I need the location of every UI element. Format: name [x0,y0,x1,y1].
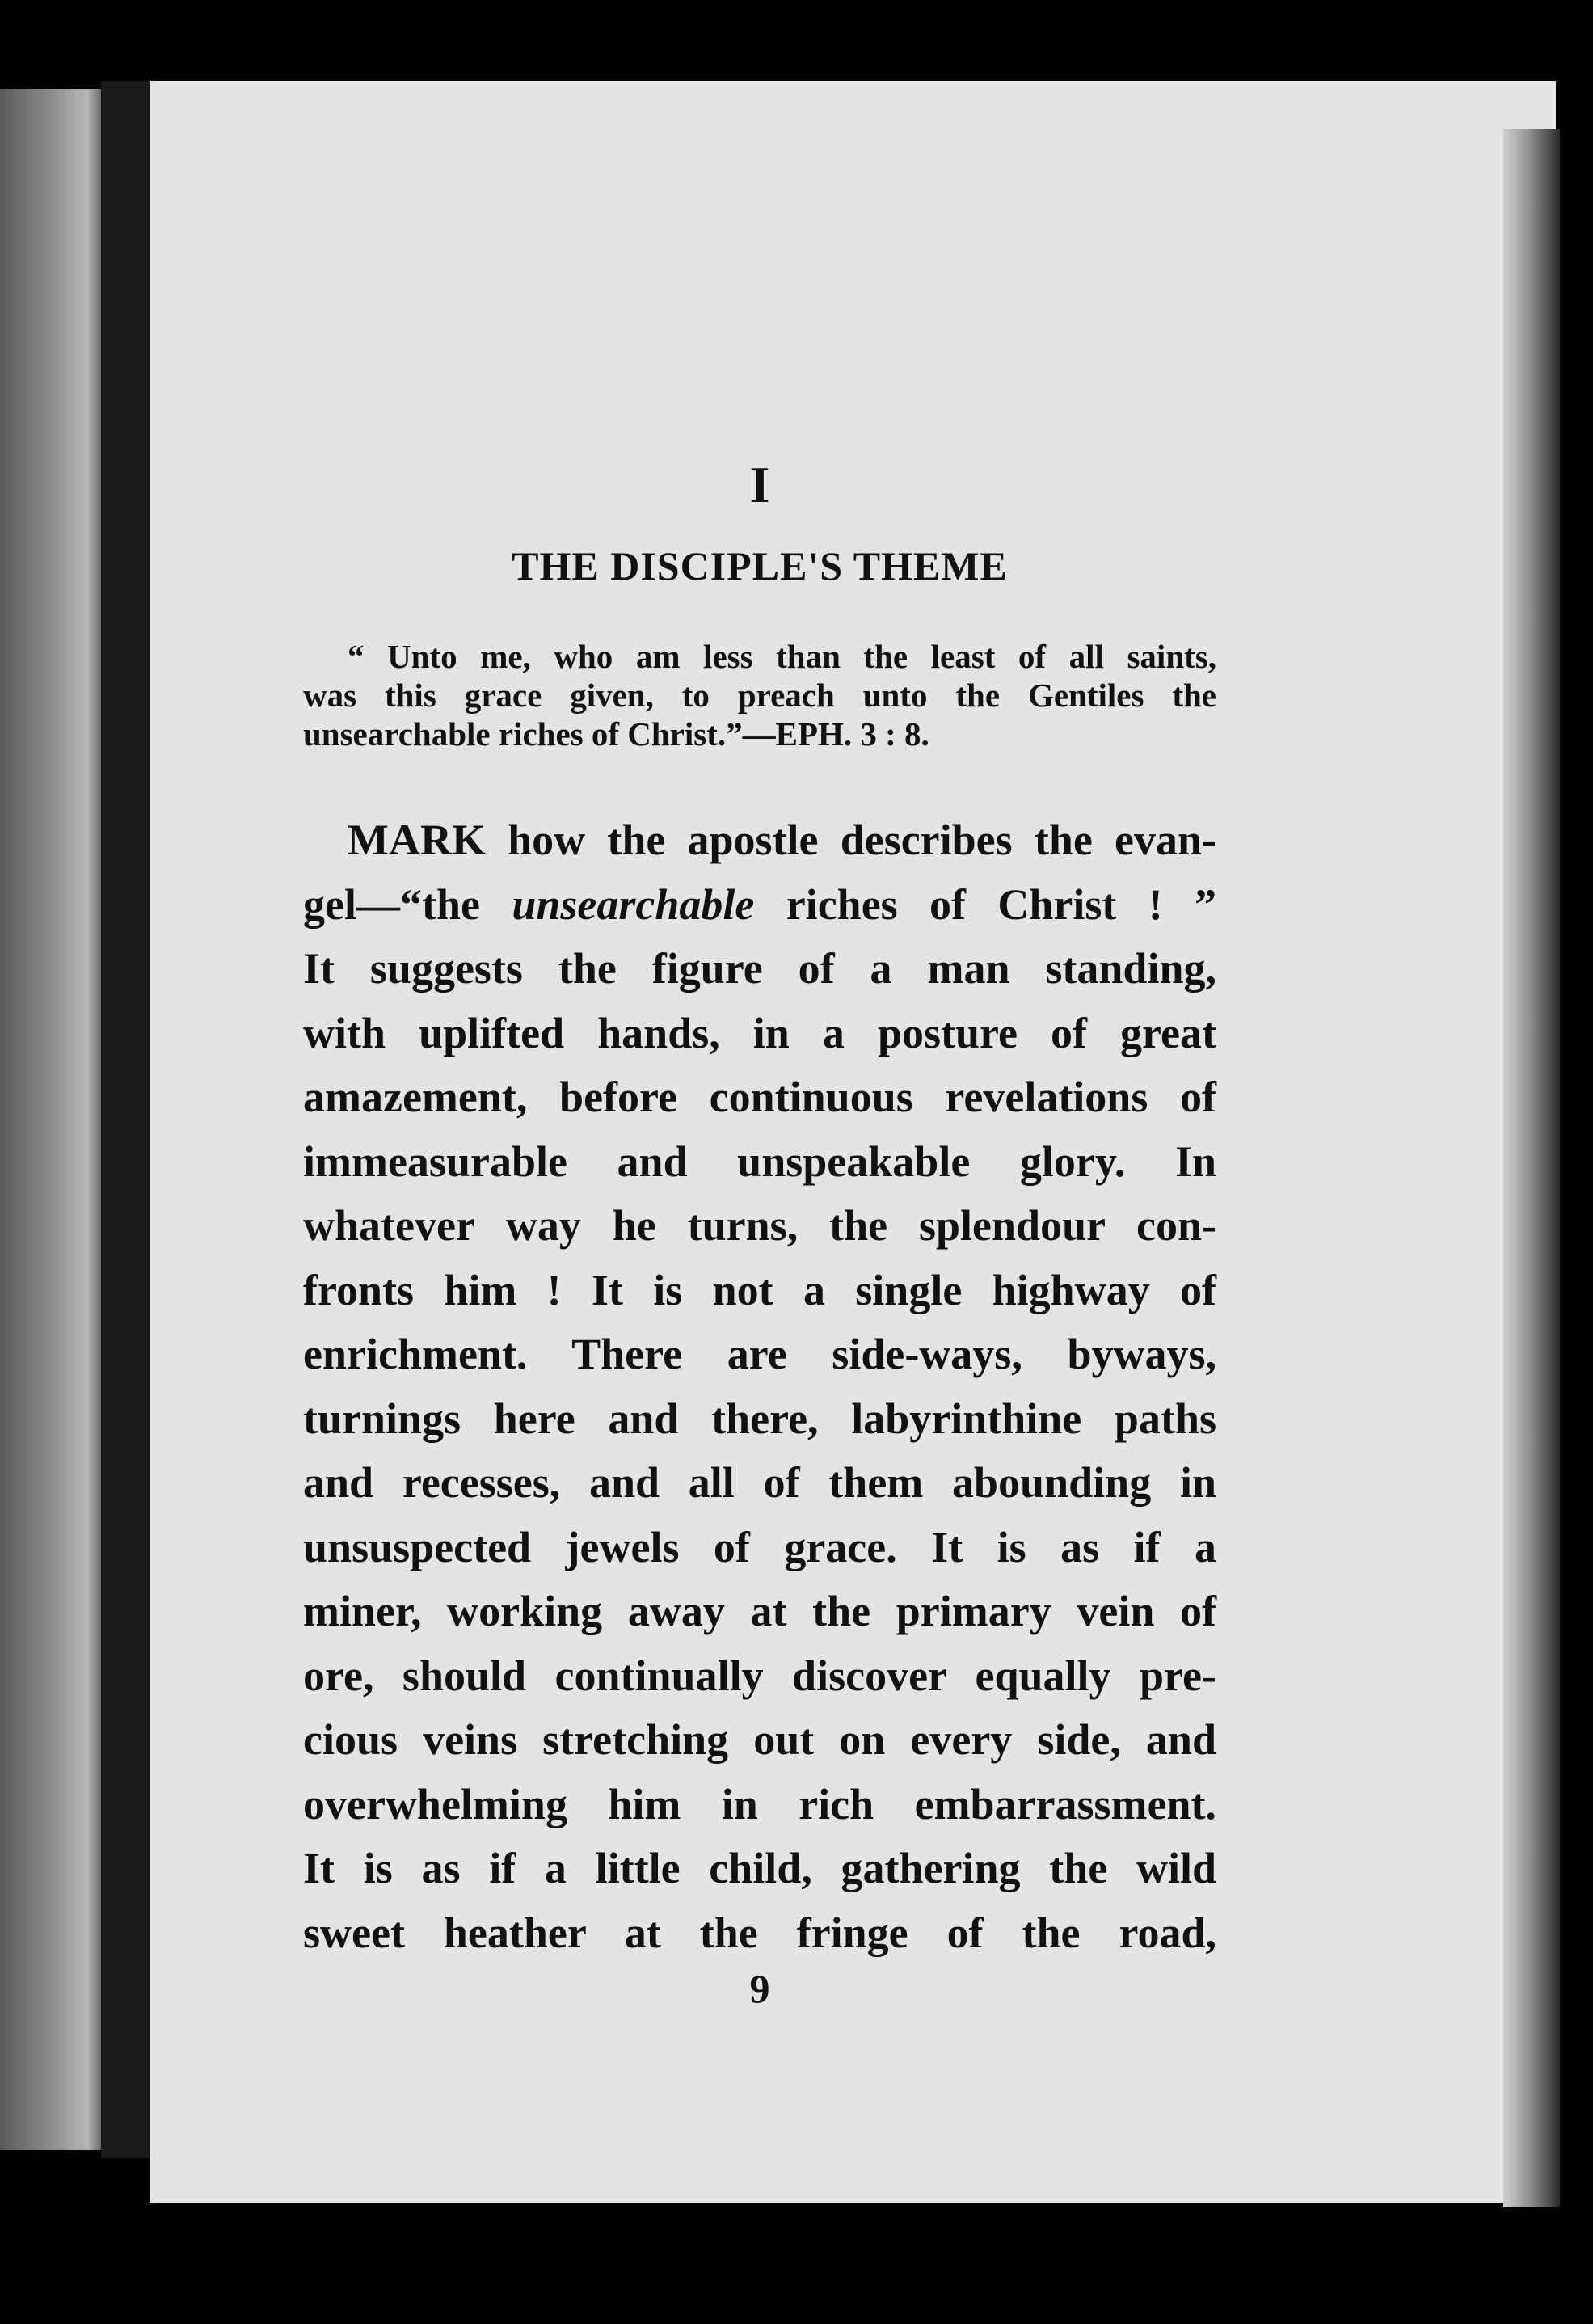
body-line: unsuspected jewels of grace. It is as if a [303,1522,1216,1571]
body-line: whatever way he turns, the splendour con- [303,1201,1216,1250]
body-paragraph [303,808,1216,1965]
body-line: with uplifted hands, in a posture of great [303,1008,1216,1057]
body-line: ore, should continually discover equally pre- [303,1651,1216,1700]
epigraph [303,637,1216,753]
body-line: cious veins stretching out on every side, and [303,1715,1216,1764]
body-line: enrichment. There are side-ways, byways, [303,1330,1216,1378]
body-line: overwhelming him in rich embarrassment. [303,1779,1216,1828]
body-line: miner, working away at the primary vein of [303,1587,1216,1635]
body-line-segment: gel—“the [303,879,480,929]
body-line: It is as if a little child, gathering the wild [303,1844,1216,1892]
body-line: amazement, before continuous revelations of [303,1073,1216,1121]
body-line-segment: riches of Christ ! ” [786,879,1217,929]
book-spine [101,81,150,2158]
body-line: fronts him ! It is not a single highway of [303,1265,1216,1314]
page-number: 9 [749,1966,770,2011]
body-line: MARK how the apostle describes the evan- [348,816,1216,864]
body-line: turnings here and there, labyrinthine paths [303,1394,1216,1443]
body-line: and recesses, and all of them abounding in [303,1458,1216,1507]
epigraph-line: unsearchable riches of Christ.”—EPH. 3 : 8. [303,715,929,753]
emphasized-word: unsearchable [512,879,755,929]
chapter-title: THE DISCIPLE'S THEME [512,543,1008,588]
body-line [303,873,1216,938]
chapter-number: I [749,456,770,513]
page-stack-edge [1503,129,1560,2207]
facing-page-edge [0,89,109,2150]
body-line: sweet heather at the fringe of the road, [303,1908,1216,1957]
epigraph-line: “ Unto me, who am less than the least of all saints, [348,638,1216,675]
body-line: immeasurable and unspeakable glory. In [303,1137,1216,1186]
body-line: It suggests the figure of a man standing, [303,944,1216,993]
epigraph-line: was this grace given, to preach unto the Gentiles the [303,677,1216,714]
